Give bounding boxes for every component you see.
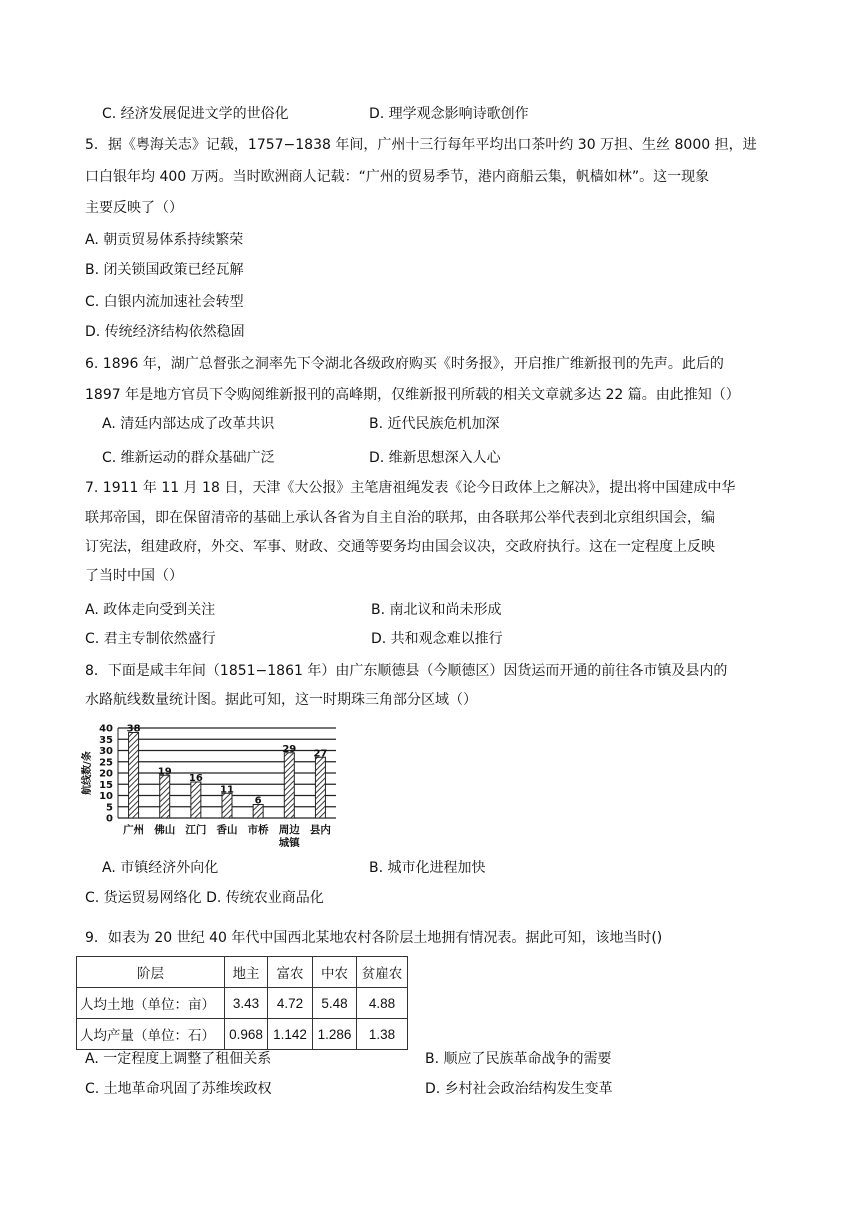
table-cell: 人均产量（单位：石） (77, 1019, 225, 1050)
chart-bar (253, 805, 263, 819)
chart-bar (129, 733, 139, 819)
table-header-cell: 富农 (268, 957, 313, 988)
table-cell: 3.43 (225, 988, 268, 1019)
table-header-cell: 阶层 (77, 957, 225, 988)
chart-y-tick-label: 5 (106, 802, 113, 814)
chart-x-tick-label (217, 823, 238, 836)
q5-stem-line-1: 5．据《粤海关志》记载，1757−1838 年间，广州十三行每年平均出口茶叶约 30 万担、生丝 8000 担，进 (85, 137, 757, 153)
q9-option-b: B. 顺应了民族革命战争的需要 (425, 1051, 612, 1067)
chart-data-label: 38 (126, 723, 141, 735)
q6-option-d: D. 维新思想深入人心 (369, 450, 501, 466)
q9-stem: 9．如表为 20 世纪 40 年代中国西北某地农村各阶层土地拥有情况表。据此可知，该地当时() (85, 930, 663, 946)
q5-option-a: A. 朝贡贸易体系持续繁荣 (85, 232, 244, 248)
chart-x-tick-label-line: 城镇 (278, 837, 300, 847)
q5-option-d: D. 传统经济结构依然稳固 (85, 324, 245, 340)
q7-option-c: C. 君主专制依然盛行 (85, 631, 216, 647)
chart-x-tick-label (123, 823, 144, 836)
chart-data-label: 11 (220, 784, 234, 796)
land-ownership-table (76, 956, 408, 1050)
route-count-bar-chart (78, 719, 343, 847)
q7-stem-line-3: 订宪法，组建政府，外交、军事、财政、交通等要务均由国会议决，交政府执行。这在一定程度上反映 (85, 539, 715, 555)
chart-data-label: 16 (188, 773, 203, 784)
q9-option-d: D. 乡村社会政治结构发生变革 (425, 1081, 613, 1097)
q4-option-d: D. 理学观念影响诗歌创作 (369, 106, 529, 122)
table-cell: 1.38 (357, 1019, 408, 1050)
q4-option-c: C. 经济发展促进文学的世俗化 (102, 106, 289, 122)
q8-option-a: A. 市镇经济外向化 (102, 860, 219, 876)
q6-stem-line-1: 6. 1896 年，湖广总督张之洞率先下令湖北各级政府购买《时务报》，开启推广维新报刊的先声。此后的 (85, 356, 724, 372)
table-cell: 0.968 (225, 1019, 268, 1050)
chart-y-tick-label: 30 (99, 746, 113, 757)
chart-data-label: 27 (313, 748, 328, 760)
q7-option-b: B. 南北议和尚未形成 (371, 602, 502, 618)
table-header-row (77, 957, 408, 988)
chart-x-tick-label (279, 823, 301, 847)
chart-y-axis-label: 航线数/条 (82, 751, 93, 795)
chart-x-tick-label-line: 江门 (185, 824, 207, 836)
chart-bar (284, 753, 294, 818)
chart-bar (191, 782, 201, 818)
q6-option-c: C. 维新运动的群众基础广泛 (102, 450, 275, 466)
table-header-cell: 贫雇农 (357, 957, 408, 988)
chart-x-tick-label-line: 香山 (216, 824, 238, 836)
chart-bar (222, 793, 232, 818)
table-header-cell: 中农 (313, 957, 357, 988)
q5-stem-line-3: 主要反映了（） (85, 200, 183, 216)
chart-x-tick-label (310, 823, 331, 836)
q7-option-a: A. 政体走向受到关注 (85, 602, 216, 618)
q8-option-c-d: C. 货运贸易网络化 D. 传统农业商品化 (85, 890, 324, 906)
chart-y-tick-label: 35 (99, 734, 113, 746)
chart-x-tick-label (248, 823, 269, 836)
chart-x-tick-label (184, 823, 206, 836)
table-cell: 1.286 (313, 1019, 357, 1050)
q6-stem-line-2: 1897 年是地方官员下令购阅维新报刊的高峰期，仅维新报刊所载的相关文章就多达 22 篇。由此推知（） (85, 387, 740, 403)
chart-svg (78, 719, 343, 847)
q9-option-a: A. 一定程度上调整了租佃关系 (85, 1051, 272, 1067)
table-header-cell: 地主 (225, 957, 268, 988)
chart-data-label: 19 (157, 766, 172, 778)
chart-x-tick-label-line: 广州 (123, 824, 145, 836)
chart-y-tick-label: 0 (106, 813, 113, 825)
table-cell: 4.72 (268, 988, 313, 1019)
chart-bar (315, 757, 325, 818)
chart-data-label: 6 (254, 795, 262, 807)
table-row (77, 988, 408, 1019)
q7-stem-line-1: 7. 1911 年 11 月 18 日，天津《大公报》主笔唐祖绳发表《论今日政体上之解决》，提出将中国建成中华 (85, 480, 736, 496)
table-row (77, 1019, 408, 1050)
chart-y-tick-label: 20 (99, 768, 113, 780)
q7-stem-line-4: 了当时中国（） (85, 568, 183, 584)
table-cell: 4.88 (357, 988, 408, 1019)
q8-stem-line-2: 水路航线数量统计图。据此可知，这一时期珠三角部分区域（） (85, 692, 477, 708)
q5-option-c: C. 白银内流加速社会转型 (85, 294, 244, 310)
chart-x-tick-label (153, 823, 175, 836)
q5-option-b: B. 闭关锁国政策已经瓦解 (85, 262, 244, 278)
chart-y-tick-label: 15 (99, 779, 113, 791)
q5-stem-line-2: 口白银年均 400 万两。当时欧洲商人记载：“广州的贸易季节，港内商船云集，帆樯如林”。这一现象 (85, 169, 710, 185)
q6-option-b: B. 近代民族危机加深 (369, 416, 500, 432)
chart-data-label: 29 (282, 743, 297, 755)
chart-x-tick-label-line: 周边 (278, 824, 300, 836)
chart-y-tick-label: 10 (99, 791, 113, 802)
chart-x-tick-label-line: 市桥 (247, 824, 269, 836)
q8-stem-line-1: 8．下面是咸丰年间（1851−1861 年）由广东顺德县（今顺德区）因货运而开通的前往各市镇及县内的 (85, 663, 728, 679)
table-cell: 人均土地（单位：亩） (77, 988, 225, 1019)
q8-option-b: B. 城市化进程加快 (369, 860, 486, 876)
q7-stem-line-2: 联邦帝国，即在保留清帝的基础上承认各省为自主自治的联邦，由各联邦公举代表到北京组织国会，编 (85, 510, 715, 526)
chart-x-tick-label-line: 县内 (309, 824, 331, 836)
table-cell: 1.142 (268, 1019, 313, 1050)
chart-y-tick-label: 40 (99, 723, 113, 735)
q7-option-d: D. 共和观念难以推行 (371, 631, 503, 647)
chart-y-tick-label: 25 (99, 757, 113, 769)
q9-option-c: C. 土地革命巩固了苏维埃政权 (85, 1081, 272, 1097)
chart-x-tick-label-line: 佛山 (154, 824, 176, 836)
q6-option-a: A. 清廷内部达成了改革共识 (102, 416, 275, 432)
chart-bar (160, 775, 170, 818)
table-cell: 5.48 (313, 988, 357, 1019)
